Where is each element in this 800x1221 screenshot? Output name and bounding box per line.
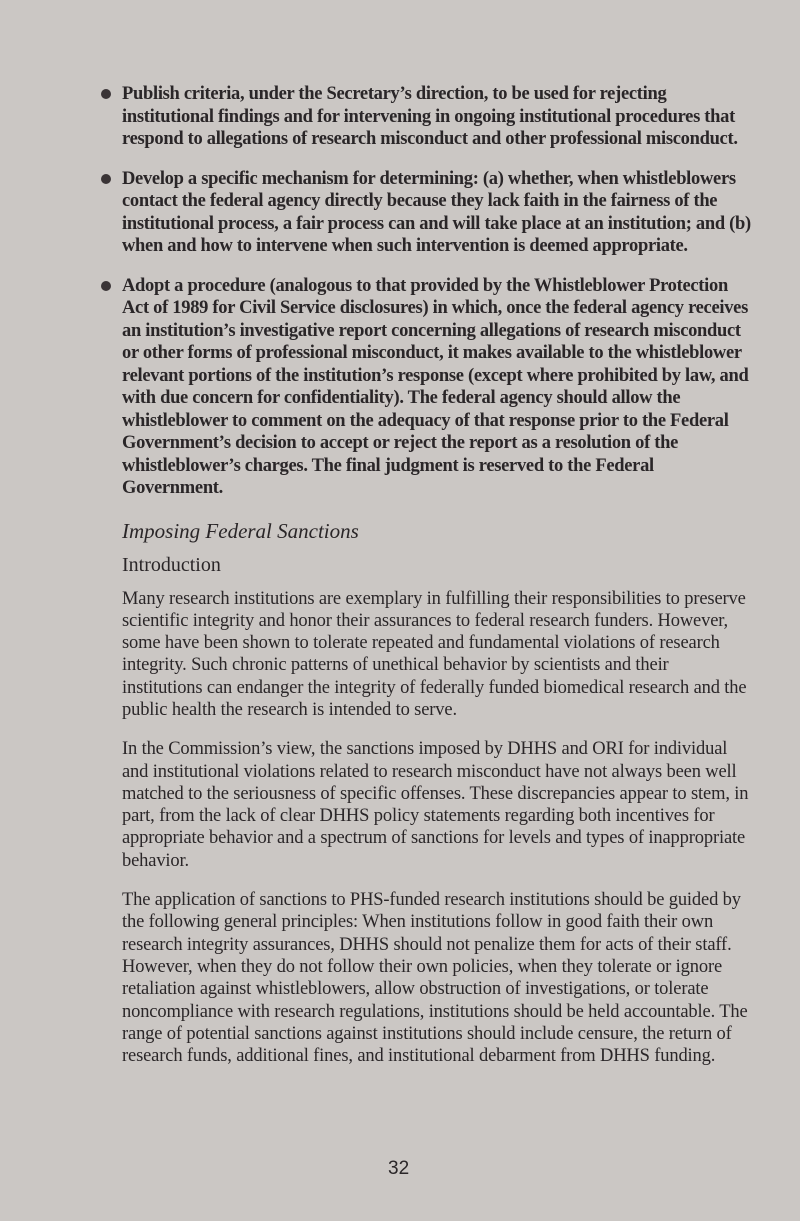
paragraph: Many research institutions are exemplary in fulfilling their responsibilities to preserve scientific integrity and honor their assurances to federal research funders. However, some have been shown to tolerate repeated and fundamental violations of research integrity. Such chronic patterns of unethical behavior by scientists and their institutions can endanger the integrity of federally funded biomedical research and the public health the research is intended to serve. xyxy=(122,588,747,720)
bullet-text: Develop a specific mechanism for determining: (a) whether, when whistleblowers contact the federal agency directly because they lack faith in the fairness of the institutional process, a fair process can and will take place at an institution; and (b) when and how to intervene when such intervention is deemed appropriate. xyxy=(122,168,751,256)
bullet-item xyxy=(122,83,752,151)
bullet-icon xyxy=(101,174,111,184)
paragraph: In the Commission’s view, the sanctions imposed by DHHS and ORI for individual and institutional violations related to research misconduct have not always been well matched to the seriousness of specific offenses. These discrepancies appear to stem, in part, from the lack of clear DHHS policy statements regarding both incentives for appropriate behavior and a spectrum of sanctions for levels and types of inappropriate behavior. xyxy=(122,739,749,871)
bullet-text: Publish criteria, under the Secretary’s direction, to be used for rejecting institutional findings and for intervening in ongoing institutional procedures that respond to allegations of research misconduct and other professional misconduct. xyxy=(122,84,738,149)
subsection-heading: Introduction xyxy=(122,553,221,576)
bullet-item xyxy=(122,275,752,500)
bullet-icon xyxy=(101,89,111,99)
bullet-item xyxy=(122,168,752,258)
bullet-text: Adopt a procedure (analogous to that provided by the Whistleblower Protection Act of 1989 for Civil Service disclosures) in which, once the federal agency receives an institution’s investigative report concerning allegations of research misconduct or other forms of professional misconduct, it makes available to the whistleblower relevant portions of the institution’s response (except where prohibited by law, and with due concern for confidentiality). The federal agency should allow the whistleblower to comment on the adequacy of that response prior to the Federal Government’s decision to accept or reject the report as a resolution of the whistleblower’s charges. The final judgment is reserved to the Federal Government. xyxy=(122,275,749,498)
section-heading: Imposing Federal Sanctions xyxy=(122,518,359,543)
page-number: 32 xyxy=(388,1158,410,1180)
paragraph: The application of sanctions to PHS-funded research institutions should be guided by the following general principles: When institutions follow in good faith their own research integrity assurances, DHHS should not penalize them for acts of their staff. However, when they do not follow their own policies, when they tolerate or ignore retaliation against whistleblowers, allow obstruction of investigations, or tolerate noncompliance with research regulations, institutions should be held accountable. The range of potential sanctions against institutions should include censure, the return of research funds, additional fines, and institutional debarment from DHHS funding. xyxy=(122,890,748,1067)
bullet-icon xyxy=(101,281,111,291)
